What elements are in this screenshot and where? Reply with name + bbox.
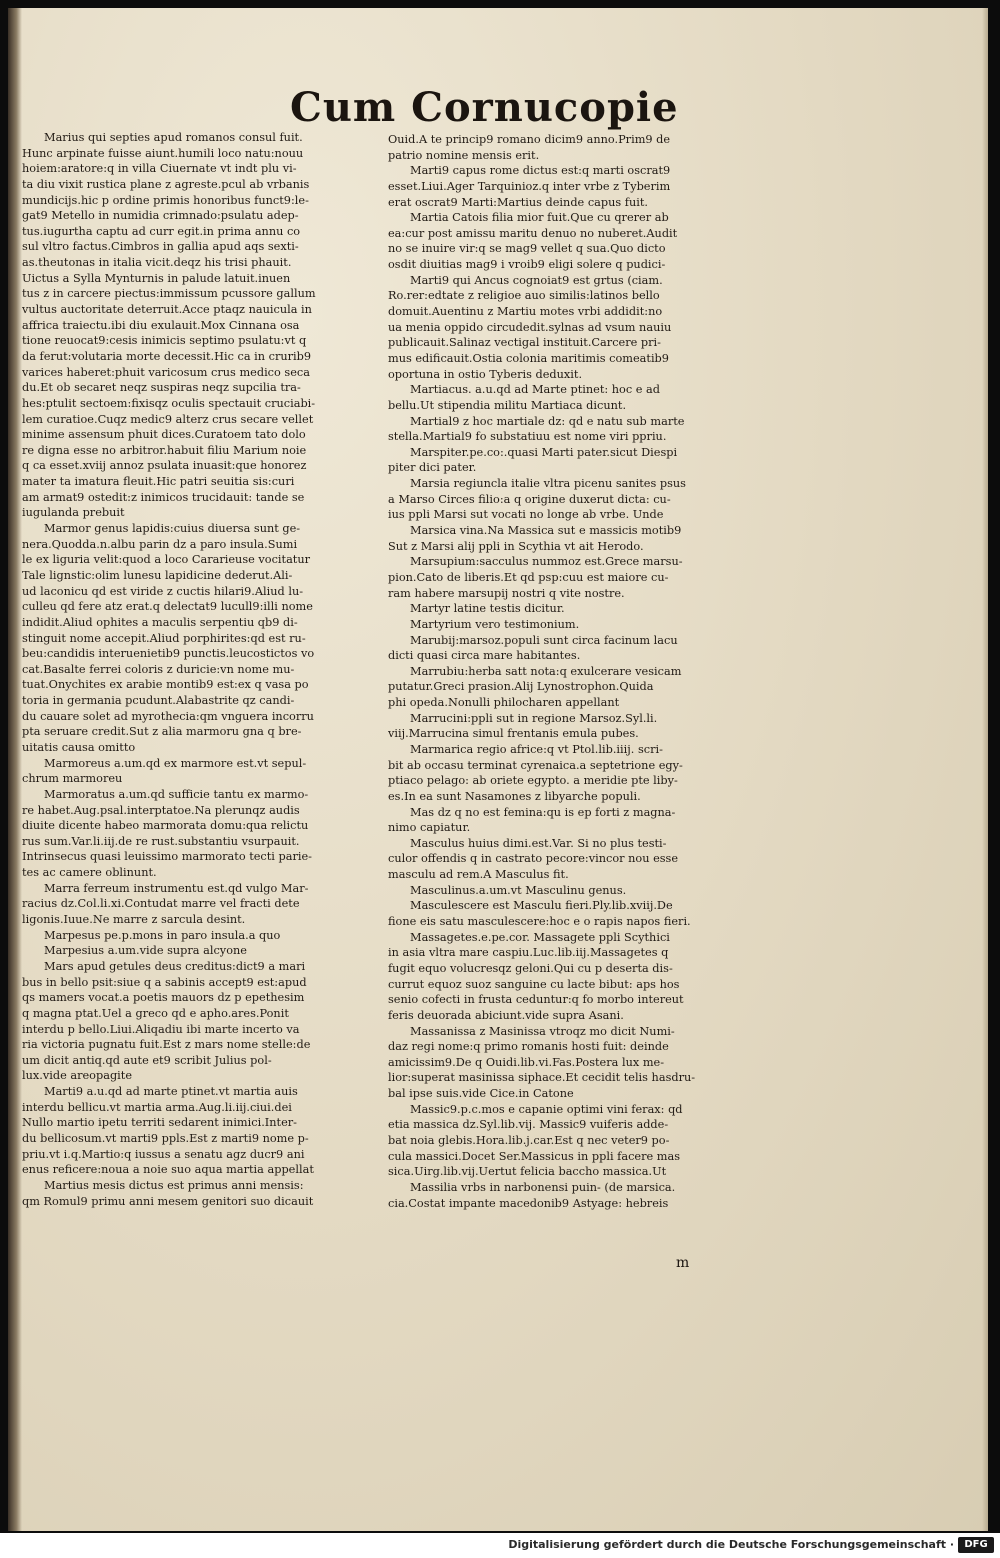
text-line: Marpesius a.um.vide supra alcyone — [44, 944, 247, 958]
text-line: Massanissa z Masinissa vtroqz mo dicit Numi- — [410, 1024, 675, 1038]
text-line: Marius qui septies apud romanos consul fuit. — [44, 131, 303, 144]
text-line: cia.Costat impante macedonib9 Astyage: hebreis — [388, 1196, 669, 1210]
text-line: tus.iugurtha captu ad curr egit.in prima annu co — [22, 224, 301, 238]
text-line: chrum marmoreu — [22, 772, 123, 786]
text-line: Masculinus.a.um.vt Masculinu genus. — [410, 883, 627, 897]
text-line: Massagetes.e.pe.cor. Massagete ppli Scythici — [410, 930, 670, 944]
text-line: Tale lignstic:olim lunesu lapidicine dederut.Ali- — [22, 568, 293, 582]
text-line: putatur.Greci prasion.Alij Lynostrophon.Quida — [388, 680, 654, 694]
text-line: rus sum.Var.li.iij.de re rust.substantiu vsurpauit. — [22, 834, 300, 848]
text-line: Marsica vina.Na Massica sut e massicis motib9 — [410, 524, 682, 538]
text-line: masculu ad rem.A Masculus fit. — [388, 868, 569, 882]
text-line: Massilia vrbs in narbonensi puin- (de marsica. — [410, 1180, 676, 1194]
text-line: esset.Liui.Ager Tarquinioz.q inter vrbe z Tyberim — [388, 179, 671, 193]
text-line: Martial9 z hoc martiale dz: qd e natu sub marte — [410, 414, 685, 428]
text-line: Martyrium vero testimonium. — [410, 617, 580, 631]
text-line: Nullo martio ipetu territi sedarent inimici.Inter- — [22, 1116, 297, 1130]
text-line: interdu p bello.Liui.Aliqadiu ibi marte incerto va — [22, 1022, 300, 1036]
text-line: indidit.Aliud ophites a maculis serpentiu qb9 di- — [22, 615, 298, 629]
text-line: da ferut:volutaria morte decessit.Hic ca in crurib9 — [22, 349, 312, 363]
text-line: a Marso Circes filio:a q origine duxerut dicta: cu- — [388, 492, 671, 506]
text-line: du cauare solet ad myrothecia:qm vnguera incorru — [22, 709, 314, 723]
text-line: hes:ptulit sectoem:fixisqz oculis spectauit cruciabi- — [22, 396, 316, 410]
text-line: le ex liguria velit:quod a loco Cararieuse vocitatur — [22, 553, 311, 567]
text-line: Marti9 a.u.qd ad marte ptinet.vt martia auis — [44, 1085, 298, 1099]
text-line: bellu.Ut stipendia militu Martiaca dicunt. — [388, 398, 627, 412]
text-line: Marpesus pe.p.mons in paro insula.a quo — [44, 928, 281, 942]
text-line: tes ac camere oblinunt. — [22, 866, 157, 880]
text-line: bit ab occasu terminat cyrenaica.a septetrione egy- — [388, 758, 683, 772]
text-line: tus z in carcere piectus:immissum pcussore gallum — [22, 287, 316, 301]
text-line: ria victoria pugnatu fuit.Est z mars nome stelle:de — [22, 1038, 311, 1052]
text-line: stinguit nome accepit.Aliud porphirites:qd est ru- — [22, 631, 306, 645]
text-line: Marspiter.pe.co:.quasi Marti pater.sicut Diespi — [410, 445, 678, 459]
text-line: Sut z Marsi alij ppli in Scythia vt ait Herodo. — [388, 539, 644, 553]
text-line: senio cofecti in frusta ceduntur:q fo morbo intereut — [388, 993, 684, 1007]
text-line: amicissim9.De q Ouidi.lib.vi.Fas.Postera lux me- — [388, 1055, 665, 1069]
funding-credit: Digitalisierung gefördert durch die Deutsche Forschungsgemeinschaft · — [508, 1538, 954, 1551]
text-line: dicti quasi circa mare habitantes. — [388, 649, 581, 663]
text-line: pta seruare credit.Sut z alia marmoru gna q bre- — [22, 725, 302, 739]
text-line: ea:cur post amissu maritu denuo no nuberet.Audit — [388, 226, 678, 240]
text-line: varices haberet:phuit varicosum crus medico seca — [22, 365, 310, 379]
text-line: lior:superat masinissa siphace.Et cecidit telis hasdru- — [388, 1071, 696, 1085]
text-line: osdit diuitias mag9 i vroib9 eligi solere q pudici- — [388, 258, 666, 272]
text-line: domuit.Auentinu z Martiu motes vrbi addidit:no — [388, 305, 663, 319]
text-line: q magna ptat.Uel a greco qd e apho.ares.Ponit — [22, 1006, 289, 1020]
text-line: oportuna in ostio Tyberis deduxit. — [388, 367, 583, 381]
text-line: Marsupium:sacculus nummoz est.Grece marsu- — [410, 555, 683, 569]
text-line: ua menia oppido circudedit.sylnas ad vsum nauiu — [388, 320, 672, 334]
page-edge — [982, 8, 988, 1531]
text-line: culleu qd fere atz erat.q delectat9 lucull9:illi nome — [22, 600, 313, 614]
text-line: Martiacus. a.u.qd ad Marte ptinet: hoc e ad — [410, 383, 661, 397]
text-line: affrica traiectu.ibi diu exulauit.Mox Cinnana osa — [22, 318, 300, 332]
text-line: du.Et ob secaret neqz suspiras neqz supcilia tra- — [22, 381, 301, 395]
text-line: Marti9 capus rome dictus est:q marti oscrat9 — [410, 164, 671, 178]
text-line: nera.Quodda.n.albu parin dz a paro insula.Sumi — [22, 537, 298, 551]
book-page — [8, 8, 988, 1531]
text-line: Masculescere est Masculu fieri.Ply.lib.xviij.De — [410, 899, 673, 913]
text-line: Marrubiu:herba satt nota:q exulcerare vesicam — [410, 664, 682, 678]
text-line: publicauit.Salinaz vectigal instituit.Carcere pri- — [388, 336, 661, 350]
text-line: Marmarica regio africe:q vt Ptol.lib.iiij. scri- — [410, 742, 663, 756]
text-line: Martyr latine testis dicitur. — [410, 602, 565, 616]
text-line: racius dz.Col.li.xi.Contudat marre vel fracti dete — [22, 897, 300, 911]
text-line: qs mamers vocat.a poetis mauors dz p epethesim — [22, 991, 305, 1005]
text-line: hoiem:aratore:q in villa Ciuernate vt indt plu vi- — [22, 162, 297, 176]
text-line: Uictus a Sylla Mynturnis in palude latuit.inuen — [22, 271, 291, 285]
text-line: mus edificauit.Ostia colonia maritimis comeatib9 — [388, 351, 669, 365]
text-line: Marti9 qui Ancus cognoiat9 est grtus (ciam. — [410, 273, 663, 287]
text-line: sul vltro factus.Cimbros in gallia apud aqs sexti- — [22, 240, 299, 254]
text-line: viij.Marrucina simul frentanis emula pubes. — [388, 727, 639, 741]
text-line: sica.Uirg.lib.vij.Uertut felicia baccho massica.Ut — [388, 1165, 667, 1179]
text-line: qm Romul9 primu anni mesem genitori suo dicauit — [22, 1194, 314, 1208]
text-line: tione reuocat9:cesis inimicis septimo psulatu:vt q — [22, 334, 307, 348]
text-line: nimo capiatur. — [388, 821, 471, 835]
text-line: cat.Basalte ferrei coloris z duricie:vn nome mu- — [22, 662, 295, 676]
text-line: patrio nomine mensis erit. — [388, 148, 540, 162]
footer-bar — [0, 1533, 1000, 1558]
text-line: uitatis causa omitto — [22, 740, 136, 754]
text-line: stella.Martial9 fo substatiuu est nome viri ppriu. — [388, 430, 667, 444]
page-gutter-shadow — [8, 8, 22, 1531]
text-line: Marrucini:ppli sut in regione Marsoz.Syl.li. — [410, 711, 658, 725]
text-column-left — [22, 130, 379, 1209]
text-line: lux.vide areopagite — [22, 1069, 133, 1083]
signature-mark: m — [676, 1255, 690, 1271]
text-line: du bellicosum.vt marti9 ppls.Est z marti9 nome p- — [22, 1132, 309, 1145]
text-line: am armat9 ostedit:z inimicos trucidauit: tande se — [22, 490, 305, 504]
text-line: minime assensum phuit dices.Curatoem tato dolo — [22, 428, 306, 442]
text-line: ud laconicu qd est viride z cuctis hilari9.Aliud lu- — [22, 584, 304, 598]
text-line: Ro.rer:edtate z religioe auo similis:latinos bello — [388, 289, 660, 303]
text-line: Masculus huius dimi.est.Var. Si no plus testi- — [410, 836, 667, 850]
text-line: currut equoz suoz sanguine cu lacte bibut: aps hos — [388, 977, 680, 991]
text-line: interdu bellicu.vt martia arma.Aug.li.iij.ciui.dei — [22, 1100, 292, 1114]
running-head: Cum Cornucopie — [290, 84, 679, 131]
text-line: as.theutonas in italia vicit.deqz his trisi phauit. — [22, 256, 292, 270]
text-line: erat oscrat9 Marti:Martius deinde capus fuit. — [388, 195, 648, 209]
text-line: Marsia regiuncla italie vltra picenu sanites psus — [410, 477, 686, 491]
text-line: feris deuorada abiciunt.vide supra Asani. — [388, 1008, 624, 1022]
text-line: phi opeda.Nonulli philocharen appellant — [388, 696, 620, 710]
text-line: mater ta imatura fleuit.Hic patri seuitia sis:curi — [22, 475, 295, 489]
text-line: cula massici.Docet Ser.Massicus in ppli facere mas — [388, 1149, 681, 1163]
text-line: ius ppli Marsi sut vocati no longe ab vrbe. Unde — [388, 508, 664, 522]
text-line: toria in germania pcudunt.Alabastrite qz candi- — [22, 694, 295, 708]
text-line: Hunc arpinate fuisse aiunt.humili loco natu:nouu — [22, 146, 304, 160]
text-line: enus reficere:noua a noie suo aqua martia appellat — [22, 1163, 314, 1177]
text-line: pion.Cato de liberis.Et qd psp:cuu est maiore cu- — [388, 570, 669, 584]
text-line: bat noia glebis.Hora.lib.j.car.Est q nec veter9 po- — [388, 1134, 670, 1147]
text-line: Marmor genus lapidis:cuius diuersa sunt ge- — [44, 522, 301, 536]
text-line: diuite dicente habeo marmorata domu:qua relictu — [22, 819, 309, 833]
text-line: mundicijs.hic p ordine primis honoribus funct9:le- — [22, 193, 309, 207]
text-line: ligonis.Iuue.Ne marre z sarcula desint. — [22, 913, 246, 927]
text-line: iugulanda prebuit — [22, 506, 125, 520]
text-line: um dicit antiq.qd aute et9 scribit Julius pol- — [22, 1053, 272, 1067]
dfg-logo: DFG — [958, 1537, 994, 1553]
text-line: Marra ferreum instrumentu est.qd vulgo Mar- — [44, 881, 309, 895]
text-line: ta diu vixit rustica plane z agreste.pcul ab vrbanis — [22, 177, 310, 191]
text-line: no se inuire vir:q se mag9 vellet q sua.Quo dicto — [388, 242, 666, 256]
text-line: in asia vltra mare caspiu.Luc.lib.iij.Massagetes q — [388, 946, 669, 960]
text-line: es.In ea sunt Nasamones z libyarche populi. — [388, 789, 641, 803]
text-line: piter dici pater. — [388, 461, 477, 475]
text-line: bus in bello psit:siue q a sabinis accept9 est:apud — [22, 975, 307, 989]
text-line: Mas dz q no est femina:qu is ep forti z magna- — [410, 805, 676, 819]
text-line: beu:candidis interuenietib9 punctis.leucostictos vo — [22, 647, 315, 661]
text-line: Ouid.A te princip9 romano dicim9 anno.Prim9 de — [388, 133, 671, 146]
text-line: Massic9.p.c.mos e capanie optimi vini ferax: qd — [410, 1102, 683, 1116]
text-column-right — [388, 132, 750, 1211]
text-line: fione eis satu masculescere:hoc e o rapis napos fieri. — [388, 915, 691, 929]
text-line: culor offendis q in castrato pecore:vincor nou esse — [388, 852, 679, 866]
text-line: lem curatioe.Cuqz medic9 alterz crus secare vellet — [22, 412, 314, 426]
text-line: vultus auctoritate deterruit.Acce ptaqz nauicula in — [22, 303, 312, 317]
text-line: gat9 Metello in numidia crimnado:psulatu adep- — [22, 209, 299, 223]
text-line: Mars apud getules deus creditus:dict9 a mari — [44, 959, 306, 973]
text-line: etia massica dz.Syl.lib.vij. Massic9 vuiferis adde- — [388, 1118, 669, 1132]
text-line: bal ipse suis.vide Cice.in Catone — [388, 1087, 574, 1101]
text-line: re digna esse no arbitror.habuit filiu Marium noie — [22, 443, 307, 457]
text-line: q ca esset.xviij annoz psulata inuasit:que honorez — [22, 459, 307, 473]
text-line: Marmoratus a.um.qd sufficie tantu ex marmo- — [44, 787, 309, 801]
text-line: Marmoreus a.um.qd ex marmore est.vt sepul- — [44, 756, 307, 770]
text-line: fugit equo volucresqz geloni.Qui cu p deserta dis- — [388, 961, 673, 975]
text-line: ram habere marsupij nostri q vite nostre. — [388, 586, 625, 600]
text-line: Martia Catois filia mior fuit.Que cu qrerer ab — [410, 211, 669, 225]
text-line: Intrinsecus quasi leuissimo marmorato tecti parie- — [22, 850, 312, 864]
text-line: re habet.Aug.psal.interptatoe.Na plerunqz audis — [22, 803, 300, 817]
text-line: tuat.Onychites ex arabie montib9 est:ex q vasa po — [22, 678, 309, 692]
text-line: Martius mesis dictus est primus anni mensis: — [44, 1178, 304, 1192]
text-line: Marubij:marsoz.populi sunt circa facinum lacu — [410, 633, 678, 647]
text-line: daz regi nome:q primo romanis hosti fuit: deinde — [388, 1040, 669, 1054]
text-line: priu.vt i.q.Martio:q iussus a senatu agz ducr9 ani — [22, 1147, 305, 1161]
text-line: ptiaco pelago: ab oriete egypto. a meridie pte liby- — [388, 774, 678, 788]
